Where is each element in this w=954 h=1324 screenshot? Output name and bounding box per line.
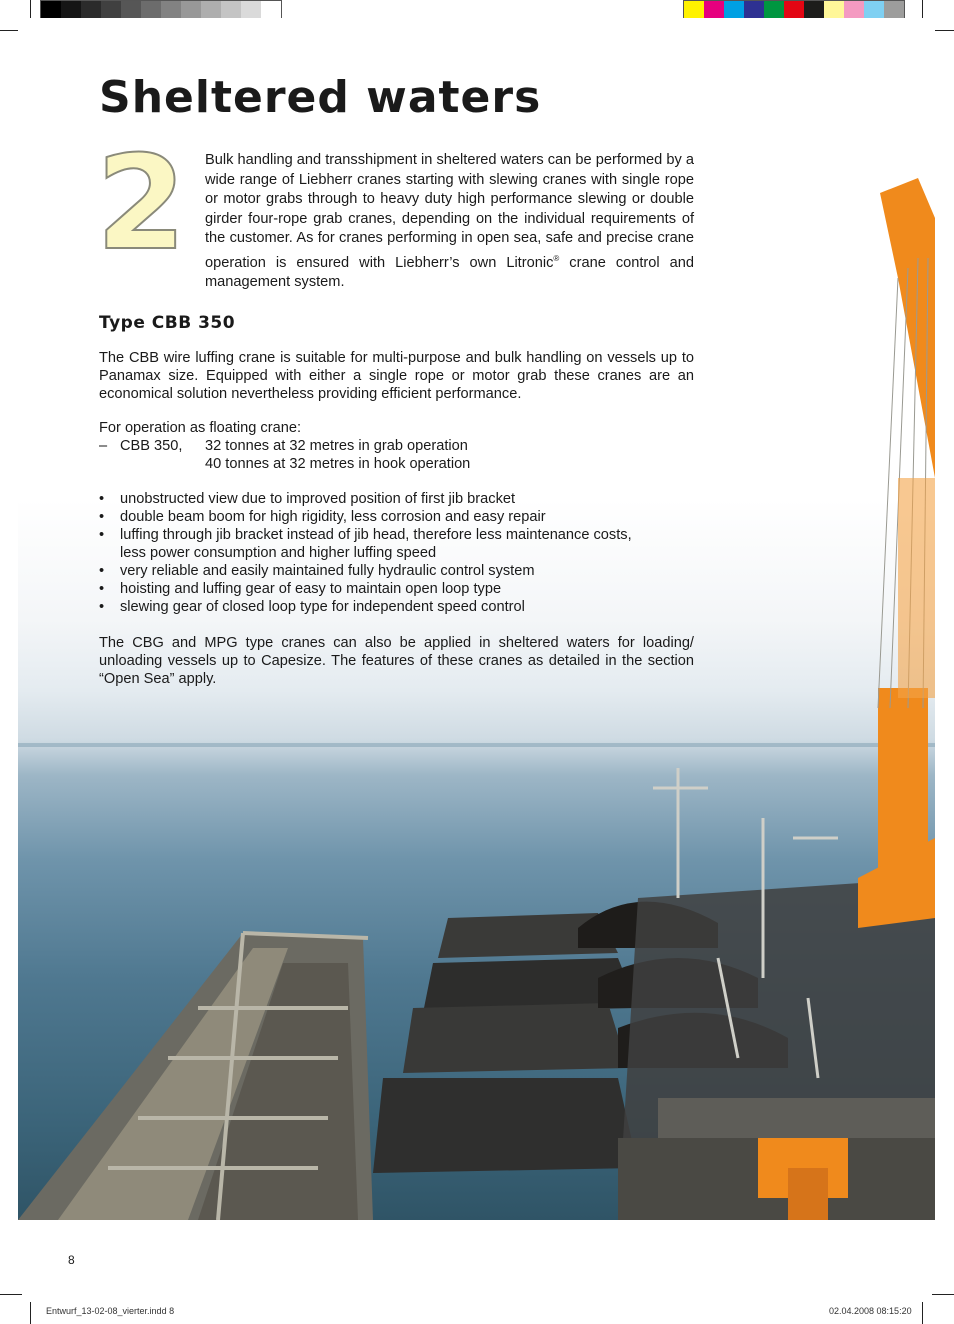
list-item: • unobstructed view due to improved position of first jib bracket (99, 491, 516, 507)
bullet: • (99, 509, 105, 525)
intro-paragraph (205, 151, 694, 293)
list-item: • slewing gear of closed loop type for independent speed control (99, 599, 525, 615)
floating-crane-label: For operation as floating crane: (99, 420, 301, 436)
crop-mark (932, 30, 954, 31)
chapter-number: 2 (96, 127, 187, 279)
spec-value: 32 tonnes at 32 metres in grab operation (205, 438, 468, 454)
spec-dash: – (99, 438, 108, 454)
bullet: • (99, 563, 105, 579)
crop-mark (30, 1302, 31, 1324)
spec-row (99, 455, 470, 473)
intro-text-end: crane control and management system. (205, 254, 694, 291)
list-item: • double beam boom for high rigidity, less corrosion and easy repair (99, 509, 546, 525)
section-paragraph: The CBB wire luffing crane is suitable for multi-purpose and bulk handling on vessels up to Panamax size. Equipped with either a single rope or motor grab these cranes are an economical solution nevertheless providing efficient performance. (99, 350, 694, 402)
intro-text: Bulk handling and transshipment in sheltered waters can be performed by a wide range of Liebherr cranes starting with slewing cranes with single rope or motor grabs through to heavy duty high performance slewing or double girder four-rope grab cranes, depending on the individual requirements of the customer. As for cranes performing in open sea, safe and precise crane operation is ensured with Liebherr’s own Litronic (205, 152, 694, 271)
bullet: • (99, 491, 105, 507)
list-item: • luffing through jib bracket instead of jib head, therefore less maintenance costs, (99, 527, 632, 543)
spec-list (99, 437, 470, 473)
crop-mark (0, 1294, 22, 1295)
registered-mark: ® (553, 253, 560, 263)
list-item: • hoisting and luffing gear of easy to maintain open loop type (99, 581, 502, 597)
bullet: • (99, 527, 105, 543)
page-number: 8 (68, 1253, 75, 1267)
closing-paragraph: The CBG and MPG type cranes can also be applied in sheltered waters for loading/ unloading vessels up to Capesize. The features of these cranes as detailed in the section “Open Sea” apply. (99, 635, 694, 687)
bullet: • (99, 599, 105, 615)
section-heading: Type CBB 350 (99, 313, 236, 333)
bullet: • (99, 581, 105, 597)
feature-list (99, 490, 699, 616)
footer-timestamp: 02.04.2008 08:15:20 (829, 1306, 912, 1316)
list-item: • very reliable and easily maintained fully hydraulic control system (99, 563, 535, 579)
crop-mark (922, 1302, 923, 1324)
spec-value: 40 tonnes at 32 metres in hook operation (205, 456, 471, 472)
list-item-continuation: less power consumption and higher luffing speed (120, 545, 437, 561)
footer-filename: Entwurf_13-02-08_vierter.indd 8 (46, 1306, 175, 1316)
spec-model: CBB 350, (120, 438, 183, 454)
crop-mark (932, 1294, 954, 1295)
spec-row (99, 437, 470, 455)
page-title: Sheltered waters (99, 72, 542, 123)
